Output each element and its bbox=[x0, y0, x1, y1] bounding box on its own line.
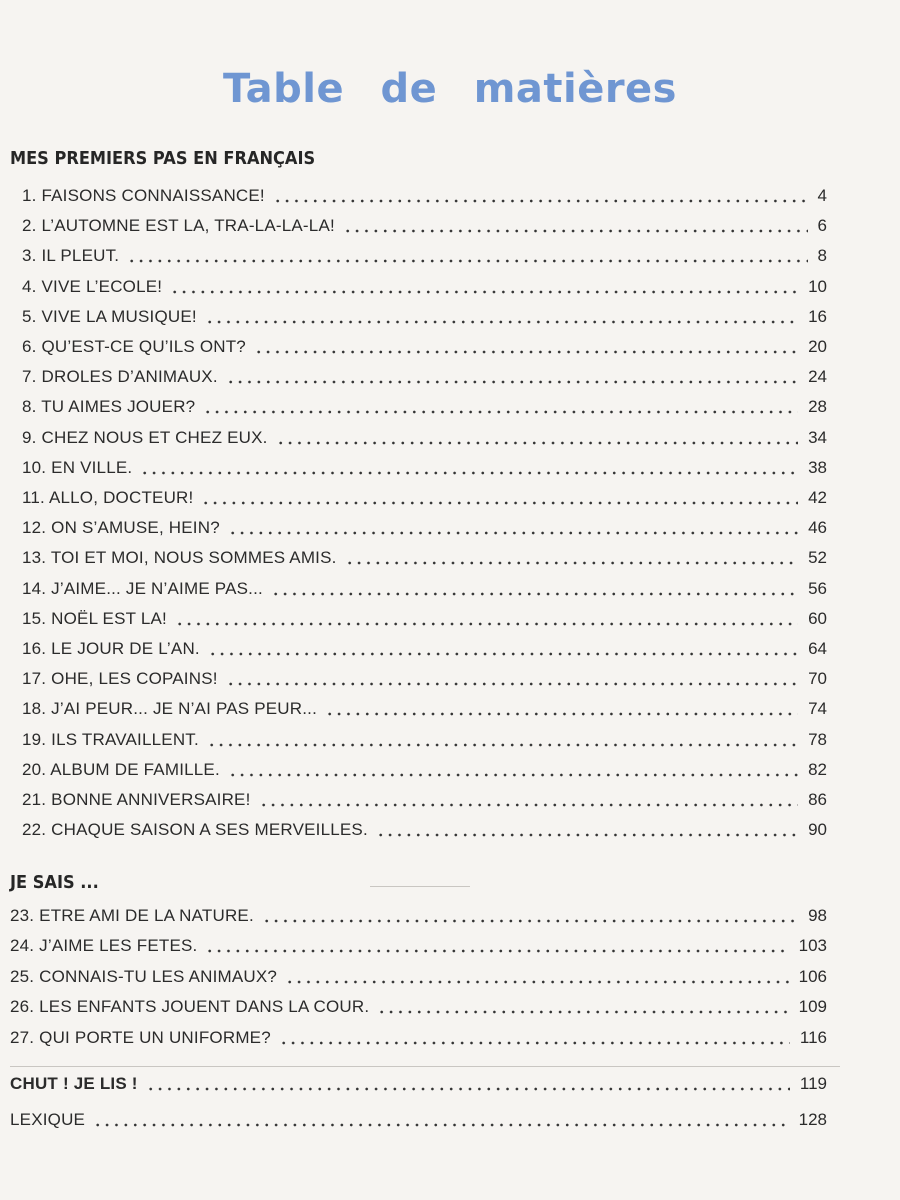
toc-entry-page-number: 28 bbox=[808, 397, 827, 417]
toc-entry[interactable] bbox=[22, 458, 827, 478]
toc-entry-title: 17. OHE, LES COPAINS! bbox=[22, 669, 218, 689]
dot-leader bbox=[226, 682, 798, 686]
toc-entry-title: 11. ALLO, DOCTEUR! bbox=[22, 488, 194, 507]
toc-entry-title: 9. CHEZ NOUS ET CHEZ EUX. bbox=[22, 427, 268, 447]
toc-entry-title: 4. VIVE L’ECOLE! bbox=[22, 276, 163, 296]
toc-entry[interactable] bbox=[22, 246, 827, 266]
dot-leader bbox=[93, 1123, 789, 1127]
toc-entry-title: 14. J’AIME... JE N’AIME PAS... bbox=[22, 578, 263, 598]
dot-leader bbox=[262, 919, 798, 923]
toc-entry[interactable] bbox=[22, 488, 827, 508]
toc-entry-page-number: 119 bbox=[799, 1074, 827, 1093]
toc-entry-title: 20. ALBUM DE FAMILLE. bbox=[22, 759, 220, 779]
toc-entry-page-number: 20 bbox=[808, 337, 827, 356]
dot-leader bbox=[279, 1041, 790, 1045]
dot-leader bbox=[170, 290, 798, 294]
toc-entry-title: 10. EN VILLE. bbox=[22, 457, 133, 477]
dot-leader bbox=[127, 259, 807, 263]
toc-entry-page-number: 70 bbox=[808, 669, 827, 689]
toc-entry-title: LEXIQUE bbox=[10, 1110, 86, 1129]
toc-entry-page-number: 38 bbox=[808, 457, 827, 477]
toc-entry-page-number: 34 bbox=[808, 427, 827, 447]
dot-leader bbox=[228, 531, 798, 535]
section-heading-mes-premiers-pas: MES PREMIERS PAS EN FRANÇAIS bbox=[10, 148, 316, 169]
dot-leader bbox=[273, 199, 808, 203]
toc-entry[interactable] bbox=[10, 1028, 827, 1048]
toc-entry-page-number: 8 bbox=[817, 246, 827, 266]
toc-entry-title: 25. CONNAIS-TU LES ANIMAUX? bbox=[10, 966, 278, 986]
toc-entry[interactable] bbox=[10, 1074, 827, 1094]
dot-leader bbox=[254, 350, 798, 354]
toc-entry[interactable] bbox=[22, 337, 827, 357]
toc-entry[interactable] bbox=[22, 579, 827, 599]
dot-leader bbox=[276, 441, 799, 445]
toc-entry-title: 22. CHAQUE SAISON A SES MERVEILLES. bbox=[22, 820, 368, 840]
dot-leader bbox=[377, 1010, 788, 1014]
toc-entry[interactable] bbox=[22, 367, 827, 387]
section-divider bbox=[10, 1066, 840, 1067]
dot-leader bbox=[226, 380, 798, 384]
dot-leader bbox=[325, 712, 798, 716]
toc-entry[interactable] bbox=[22, 609, 827, 629]
dot-leader bbox=[343, 229, 808, 233]
dot-leader bbox=[208, 652, 798, 656]
dot-leader bbox=[345, 561, 799, 565]
toc-entry[interactable] bbox=[10, 997, 827, 1017]
dot-leader bbox=[376, 833, 798, 837]
toc-entry-page-number: 10 bbox=[808, 276, 827, 296]
toc-entry-page-number: 46 bbox=[808, 518, 827, 538]
dot-leader bbox=[140, 471, 798, 475]
toc-entry[interactable] bbox=[22, 699, 827, 719]
dot-leader bbox=[201, 501, 798, 505]
toc-entry-title: 18. J’AI PEUR... JE N’AI PAS PEUR... bbox=[22, 699, 318, 719]
toc-entry-title: 15. NOËL EST LA! bbox=[22, 608, 167, 628]
dot-leader bbox=[285, 980, 789, 984]
toc-entry-page-number: 78 bbox=[808, 729, 827, 749]
toc-entry-title: 7. DROLES D’ANIMAUX. bbox=[22, 367, 218, 387]
toc-entry[interactable] bbox=[22, 186, 827, 206]
dot-leader bbox=[146, 1087, 790, 1091]
toc-entry-page-number: 128 bbox=[798, 1110, 827, 1129]
toc-entry-page-number: 56 bbox=[808, 578, 827, 598]
toc-entry[interactable] bbox=[22, 760, 827, 780]
toc-entry-title: 21. BONNE ANNIVERSAIRE! bbox=[22, 790, 251, 809]
dot-leader bbox=[205, 320, 798, 324]
toc-entry[interactable] bbox=[10, 1110, 827, 1130]
toc-entry[interactable] bbox=[10, 967, 827, 987]
toc-entry[interactable] bbox=[22, 518, 827, 538]
toc-entry-page-number: 98 bbox=[808, 906, 827, 925]
dot-leader bbox=[271, 592, 798, 596]
toc-entry-title: 8. TU AIMES JOUER? bbox=[22, 397, 196, 417]
toc-entry[interactable] bbox=[22, 216, 827, 236]
toc-entry-page-number: 42 bbox=[808, 488, 827, 507]
toc-entry-title: 2. L’AUTOMNE EST LA, TRA-LA-LA-LA! bbox=[22, 216, 335, 236]
toc-entry-page-number: 82 bbox=[808, 759, 827, 779]
toc-entry[interactable] bbox=[22, 730, 827, 750]
toc-entry-page-number: 90 bbox=[808, 820, 827, 840]
toc-entry-page-number: 109 bbox=[798, 997, 827, 1017]
toc-entry-title: 1. FAISONS CONNAISSANCE! bbox=[22, 186, 265, 205]
toc-entry[interactable] bbox=[22, 397, 827, 417]
section-heading-je-sais: JE SAIS ... bbox=[10, 872, 99, 893]
toc-entry-page-number: 116 bbox=[799, 1027, 827, 1047]
section-divider bbox=[370, 886, 470, 887]
toc-entry-page-number: 6 bbox=[817, 216, 827, 236]
toc-entry[interactable] bbox=[22, 548, 827, 568]
toc-entry[interactable] bbox=[22, 639, 827, 659]
toc-entry-title: 12. ON S’AMUSE, HEIN? bbox=[22, 518, 220, 538]
toc-entry-title: 5. VIVE LA MUSIQUE! bbox=[22, 306, 197, 326]
toc-entry[interactable] bbox=[22, 820, 827, 840]
dot-leader bbox=[203, 410, 798, 414]
toc-entry[interactable] bbox=[22, 277, 827, 297]
toc-entry[interactable] bbox=[22, 307, 827, 327]
toc-entry-page-number: 86 bbox=[808, 790, 827, 809]
toc-entry-title: 16. LE JOUR DE L’AN. bbox=[22, 639, 200, 658]
toc-entry-title: 27. QUI PORTE UN UNIFORME? bbox=[10, 1027, 271, 1047]
toc-entry-title: 3. IL PLEUT. bbox=[22, 246, 120, 266]
dot-leader bbox=[207, 743, 798, 747]
dot-leader bbox=[259, 803, 799, 807]
toc-entry-page-number: 24 bbox=[808, 367, 827, 387]
toc-entry-page-number: 64 bbox=[808, 639, 827, 658]
toc-entry-page-number: 106 bbox=[798, 966, 827, 986]
dot-leader bbox=[175, 622, 798, 626]
toc-entry[interactable] bbox=[22, 790, 827, 810]
dot-leader bbox=[205, 949, 788, 953]
toc-entry[interactable] bbox=[22, 669, 827, 689]
toc-entry-page-number: 16 bbox=[808, 306, 827, 326]
toc-entry-title: CHUT ! JE LIS ! bbox=[10, 1074, 138, 1093]
toc-entry-title: 13. TOI ET MOI, NOUS SOMMES AMIS. bbox=[22, 548, 337, 568]
toc-entry[interactable] bbox=[22, 428, 827, 448]
toc-entry-title: 23. ETRE AMI DE LA NATURE. bbox=[10, 906, 254, 925]
toc-entry-page-number: 60 bbox=[808, 608, 827, 628]
toc-entry-title: 6. QU’EST-CE QU’ILS ONT? bbox=[22, 337, 246, 356]
toc-entry-page-number: 103 bbox=[798, 936, 827, 956]
toc-entry[interactable] bbox=[10, 936, 827, 956]
toc-entry-title: 19. ILS TRAVAILLENT. bbox=[22, 729, 199, 749]
dot-leader bbox=[228, 773, 798, 777]
toc-entry-title: 24. J’AIME LES FETES. bbox=[10, 936, 198, 956]
toc-entry-page-number: 4 bbox=[817, 186, 827, 205]
toc-entry-page-number: 74 bbox=[808, 699, 827, 719]
toc-entry-title: 26. LES ENFANTS JOUENT DANS LA COUR. bbox=[10, 997, 370, 1017]
toc-entry-page-number: 52 bbox=[808, 548, 827, 568]
page-title: Table de matières bbox=[222, 66, 677, 112]
toc-entry[interactable] bbox=[10, 906, 827, 926]
